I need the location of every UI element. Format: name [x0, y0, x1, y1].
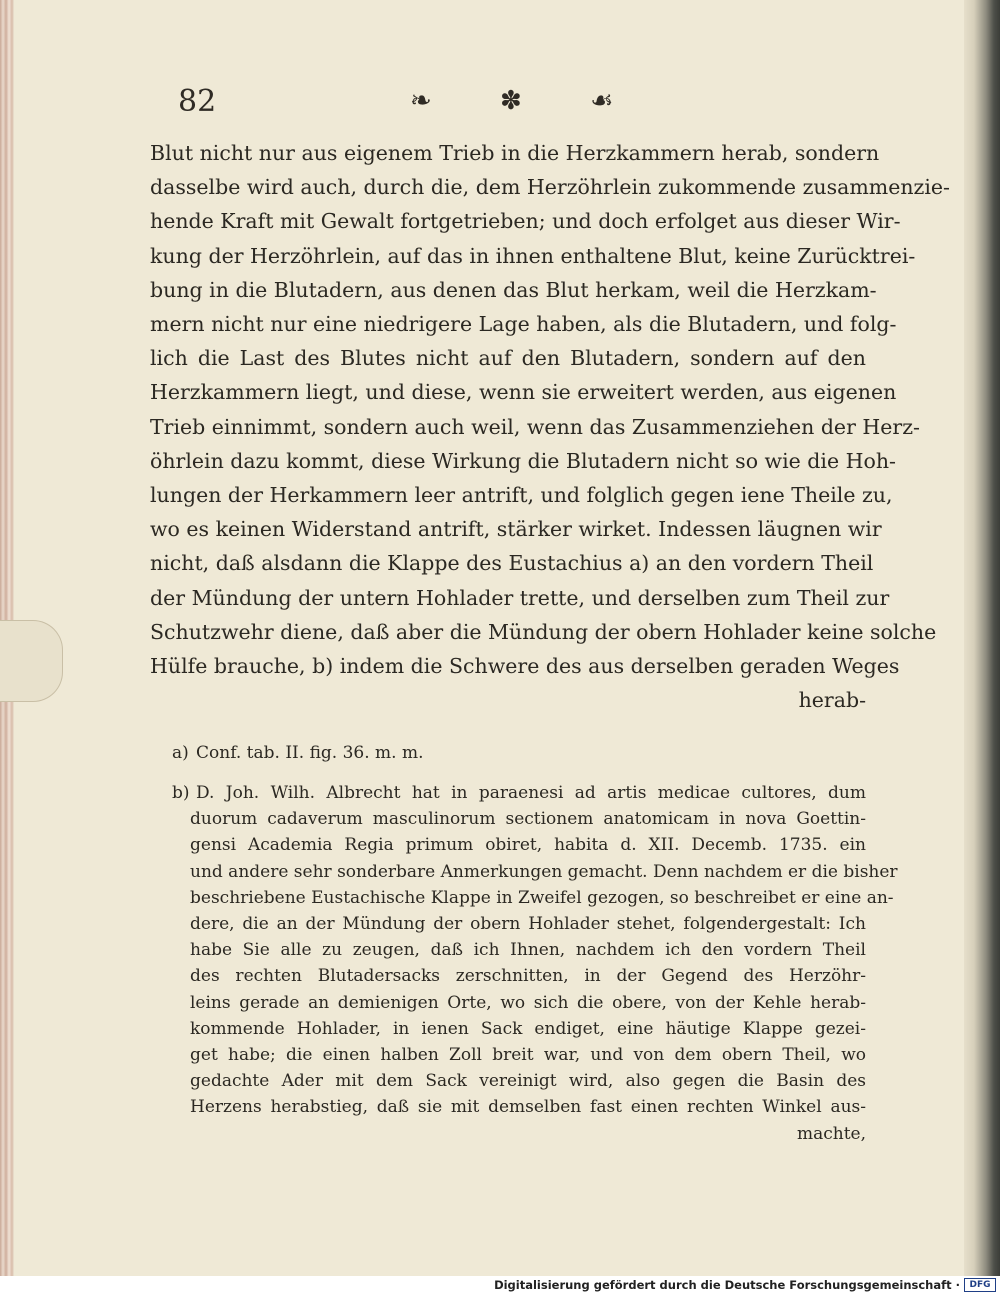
- text-line: Hülfe brauche, b) indem die Schwere des aus derselben geraden Weges: [150, 654, 900, 679]
- text-line: kung der Herzöhrlein, auf das in ihnen enthaltene Blut, keine Zurücktrei-: [150, 243, 916, 268]
- footnote-line: Herzens herabstieg, daß sie mit demselben fast einen rechten Winkel aus-: [190, 1097, 866, 1118]
- book-binding-edge: [964, 0, 1000, 1276]
- footnote-line: gensi Academia Regia primum obiret, habita d. XII. Decemb. 1735. ein: [190, 835, 866, 856]
- main-text-block: [150, 136, 950, 717]
- header-ornament-icon: ❧ ✽ ☙: [410, 86, 644, 116]
- dfg-logo-icon[interactable]: DFG: [964, 1278, 996, 1292]
- text-line: lich die Last des Blutes nicht auf den Blutadern, sondern auf den: [150, 346, 866, 371]
- text-line: nicht, daß alsdann die Klappe des Eustachius a) an den vordern Theil: [150, 551, 874, 576]
- footnote-line: leins gerade an demienigen Orte, wo sich die obere, von der Kehle herab-: [190, 992, 866, 1013]
- text-line: lungen der Herkammern leer antrift, und folglich gegen iene Theile zu,: [150, 483, 893, 508]
- footnote-line: dere, die an der Mündung der obern Hohlader stehet, folgendergestalt: Ich: [190, 914, 866, 935]
- page-number: 82: [178, 84, 217, 119]
- footnote-line: des rechten Blutadersacks zerschnitten, in der Gegend des Herzöhr-: [190, 966, 866, 987]
- footnote-line: get habe; die einen halben Zoll breit war, und von dem obern Theil, wo: [190, 1045, 866, 1066]
- text-line: dasselbe wird auch, durch die, dem Herzöhrlein zukommende zusammenzie-: [150, 175, 950, 200]
- bookmark-tab: [0, 620, 63, 702]
- footnote-catchword: machte,: [796, 1123, 866, 1144]
- text-line: bung in die Blutadern, aus denen das Blut herkam, weil die Herzkam-: [150, 277, 877, 302]
- footnote-line: beschriebene Eustachische Klappe in Zweifel gezogen, so beschreibet er eine an-: [190, 887, 894, 908]
- footnote-line: D. Joh. Wilh. Albrecht hat in paraenesi ad artis medicae cultores, dum: [196, 783, 866, 803]
- text-line: öhrlein dazu kommt, diese Wirkung die Blutadern nicht so wie die Hoh-: [150, 448, 896, 473]
- text-line: Herzkammern liegt, und diese, wenn sie erweitert werden, aus eigenen: [150, 380, 897, 405]
- text-line: hende Kraft mit Gewalt fortgetrieben; und doch erfolget aus dieser Wir-: [150, 209, 901, 234]
- text-line: wo es keinen Widerstand antrift, stärker wirket. Indessen läugnen wir: [150, 517, 882, 542]
- funding-footer: [0, 1276, 1000, 1295]
- text-line: Blut nicht nur aus eigenem Trieb in die Herzkammern herab, sondern: [150, 141, 880, 165]
- footnote-line: habe Sie alle zu zeugen, daß ich Ihnen, nachdem ich den vordern Theil: [190, 940, 866, 961]
- footnote-line: duorum cadaverum masculinorum sectionem anatomicam in nova Goettin-: [190, 809, 866, 830]
- footnote-text: Conf. tab. II. fig. 36. m. m.: [196, 743, 424, 763]
- footnote-a: [172, 738, 866, 768]
- footnote-label: a): [172, 743, 189, 763]
- footnote-b: [172, 780, 898, 1147]
- footnote-line: gedachte Ader mit dem Sack vereinigt wird, also gegen die Basin des: [190, 1071, 866, 1092]
- text-line: der Mündung der untern Hohlader trette, und derselben zum Theil zur: [150, 585, 890, 610]
- footnotes: [172, 738, 898, 1147]
- text-line: Trieb einnimmt, sondern auch weil, wenn das Zusammenziehen der Herz-: [150, 414, 920, 439]
- footnote-line: kommende Hohlader, in ienen Sack endiget, eine häutige Klappe gezei-: [190, 1018, 866, 1039]
- funding-notice: Digitalisierung gefördert durch die Deutsche Forschungsgemeinschaft ·: [494, 1278, 960, 1292]
- text-line: mern nicht nur eine niedrigere Lage haben, als die Blutadern, und folg-: [150, 312, 897, 337]
- footnote-line: und andere sehr sonderbare Anmerkungen gemacht. Denn nachdem er die bisher: [190, 861, 898, 882]
- text-line: Schutzwehr diene, daß aber die Mündung der obern Hohlader keine solche: [150, 619, 937, 644]
- catchword: herab-: [798, 688, 866, 713]
- footnote-label: b): [172, 783, 190, 803]
